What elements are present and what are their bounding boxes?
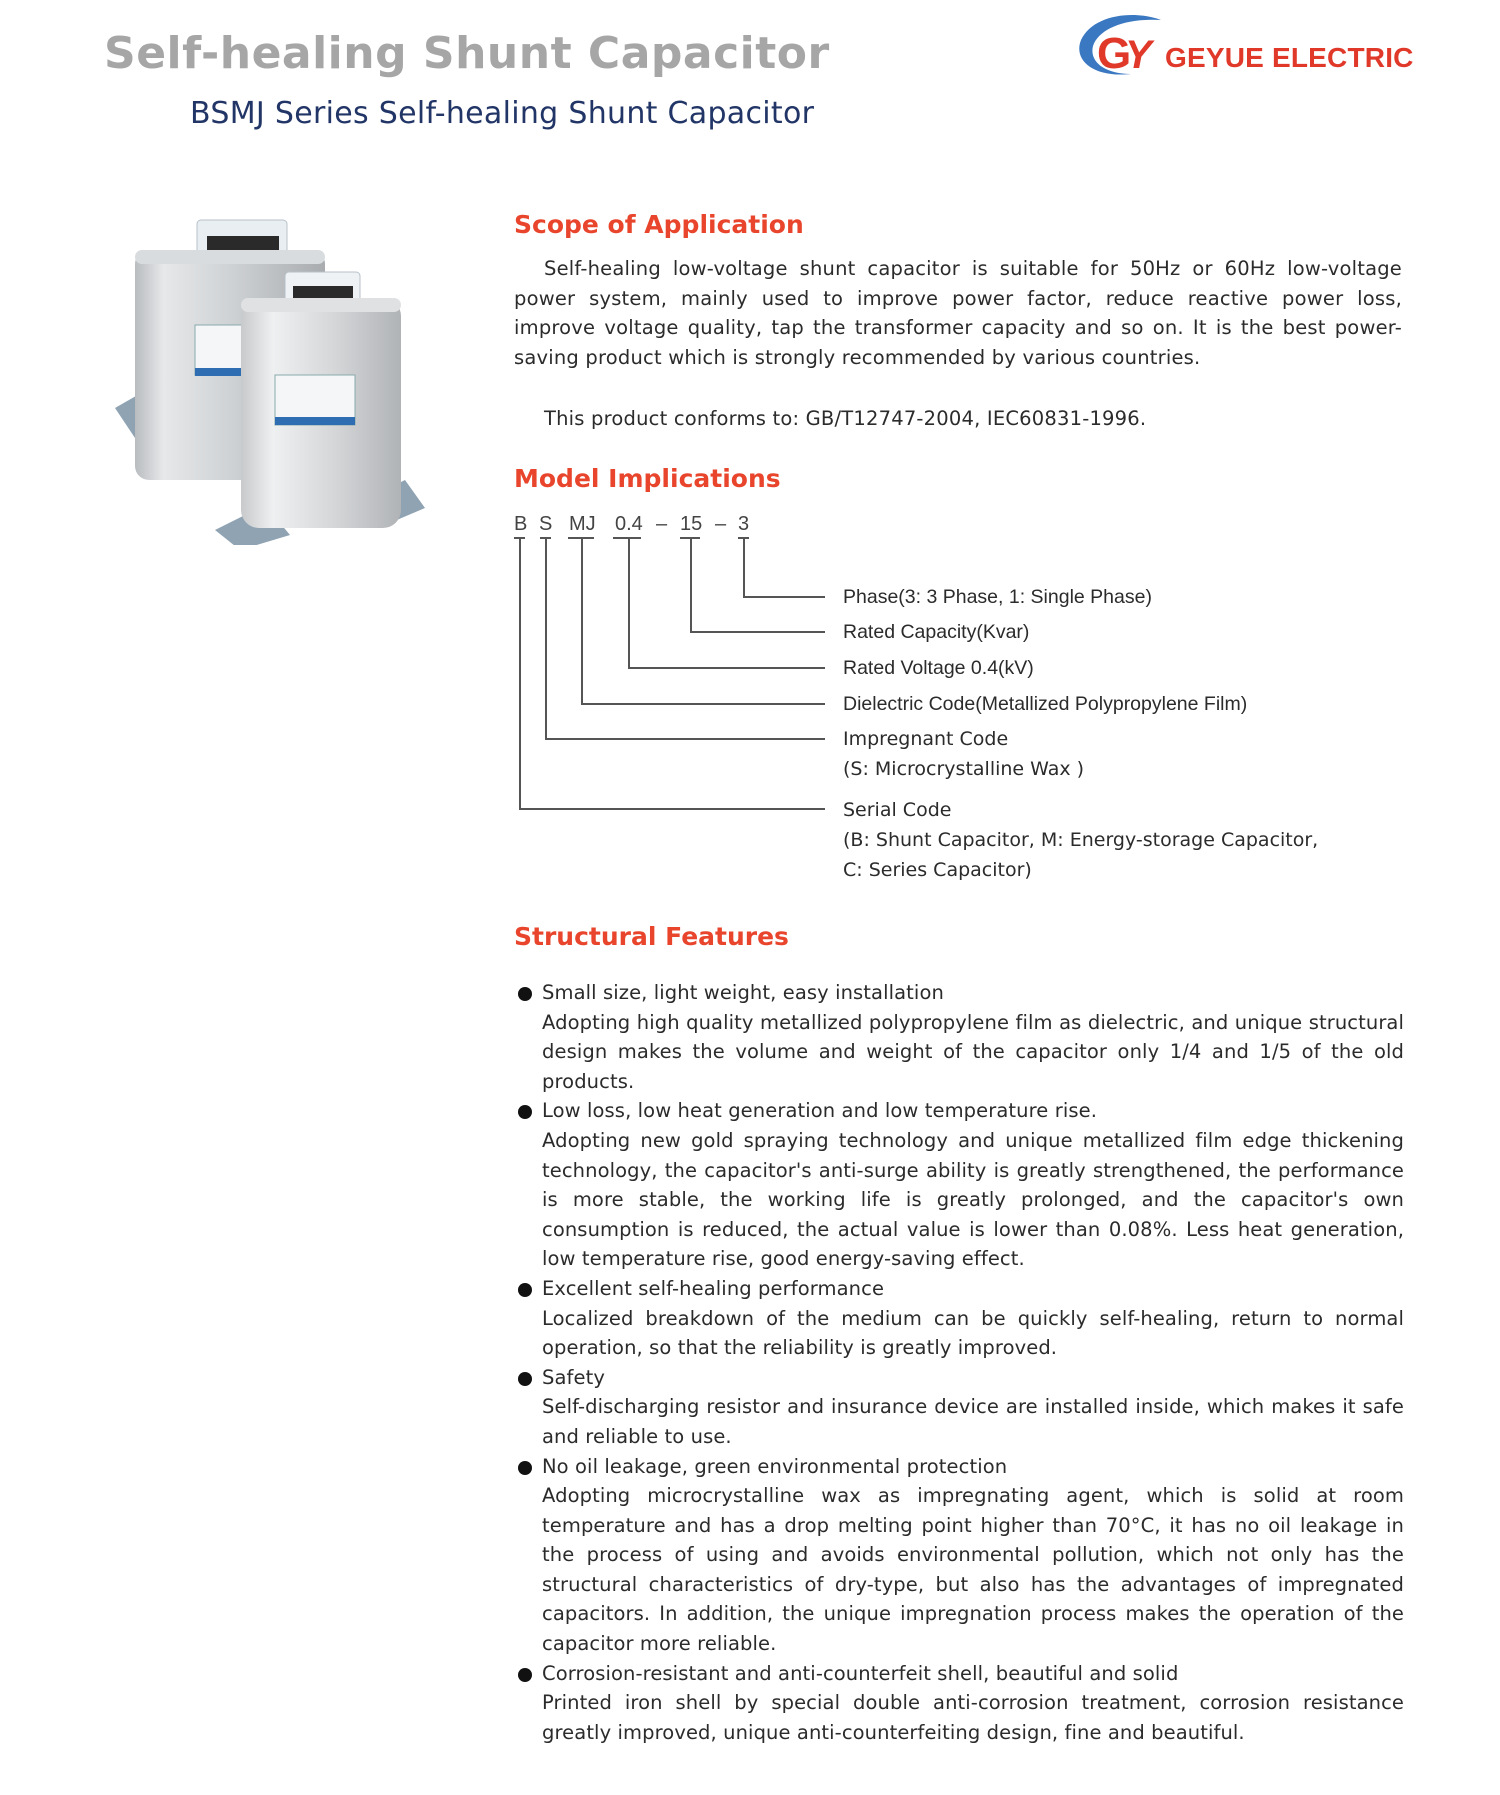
brand-name: GEYUE ELECTRIC — [1165, 42, 1414, 73]
brand-logo — [1075, 12, 1415, 82]
code-part-b: B — [514, 513, 528, 535]
feature-description: Localized breakdown of the medium can be quickly self-healing, return to normal operation, so that the reliability is greatly improved. — [542, 1306, 1404, 1360]
feature-title: Low loss, low heat generation and low temperature rise. — [542, 1099, 1097, 1123]
feature-title: Safety — [542, 1365, 605, 1389]
capacitor-illustration-icon — [115, 210, 445, 545]
feature-description: Adopting new gold spraying technology and unique metallized film edge thickening technology, the capacitor's anti-surge ability is greatly strengthened, the performance is more stable, the working life is greatly prolonged, and the capacitor's own consumption is reduced, the actual value is lower than 0.08%. Less heat generation, low temperature rise, good energy-saving effect. — [542, 1128, 1404, 1271]
feature-item — [514, 1659, 1404, 1748]
code-part-capacity: 15 — [680, 513, 703, 535]
feature-title: Excellent self-healing performance — [542, 1276, 885, 1300]
scope-paragraph — [514, 254, 1402, 372]
model-label-capacity: Rated Capacity(Kvar) — [843, 621, 1030, 643]
feature-item — [514, 1096, 1404, 1274]
model-label-dielectric: Dielectric Code(Metallized Polypropylene Film) — [843, 693, 1248, 715]
bullet-icon — [518, 1283, 532, 1297]
model-label-serial: Serial Code — [843, 799, 952, 821]
code-part-voltage: 0.4 — [615, 513, 643, 535]
feature-description: Adopting microcrystalline wax as impregnating agent, which is solid at room temperature and has a drop melting point higher than 70°C, it has no oil leakage in the process of using and avoids environmental pollution, which not only has the structural characteristics of dry-type, but also has the advantages of impregnated capacitors. In addition, the unique impregnation process makes the operation of the capacitor more reliable. — [542, 1484, 1404, 1656]
code-dash-1: – — [656, 513, 668, 535]
feature-title: No oil leakage, green environmental protection — [542, 1454, 1008, 1478]
bullet-icon — [518, 1461, 532, 1475]
page-title: Self-healing Shunt Capacitor — [104, 28, 830, 79]
model-label-phase: Phase(3: 3 Phase, 1: Single Phase) — [843, 586, 1152, 608]
model-heading: Model Implications — [514, 464, 781, 493]
scope-heading: Scope of Application — [514, 210, 804, 239]
feature-title: Small size, light weight, easy installation — [542, 981, 944, 1004]
model-label-impregnant: Impregnant Code — [843, 728, 1009, 750]
feature-title: Corrosion-resistant and anti-counterfeit shell, beautiful and solid — [542, 1661, 1179, 1685]
structural-heading: Structural Features — [514, 922, 789, 951]
code-dash-2: – — [715, 513, 727, 535]
code-part-s: S — [539, 513, 553, 535]
feature-description: Printed iron shell by special double anti-corrosion treatment, corrosion resistance greatly improved, unique anti-counterfeiting design, fine and beautiful. — [542, 1691, 1404, 1744]
model-label-serial-detail-2: C: Series Capacitor) — [843, 859, 1032, 881]
feature-item — [514, 1363, 1404, 1452]
bullet-icon — [518, 1668, 532, 1682]
svg-text:G: G — [1097, 29, 1132, 78]
product-image — [115, 210, 445, 545]
model-label-impregnant-detail: (S: Microcrystalline Wax ) — [843, 758, 1085, 780]
page-subtitle: BSMJ Series Self-healing Shunt Capacitor — [190, 96, 815, 131]
geyue-logo-icon — [1075, 12, 1165, 82]
feature-description: Adopting high quality metallized polypropylene film as dielectric, and unique structural design makes the volume and weight of the capacitor only 1/4 and 1/5 of the old products. — [542, 1010, 1404, 1093]
feature-item — [514, 1452, 1404, 1659]
model-label-serial-detail-1: (B: Shunt Capacitor, M: Energy-storage Capacitor, — [843, 829, 1319, 851]
bullet-icon — [518, 987, 532, 1001]
feature-item — [514, 1274, 1404, 1363]
features-list — [514, 978, 1404, 1747]
feature-item — [514, 978, 1404, 1096]
svg-text:Y: Y — [1125, 33, 1152, 77]
code-part-mj: MJ — [569, 513, 596, 535]
scope-text: Self-healing low-voltage shunt capacitor is suitable for 50Hz or 60Hz low-voltage power system, mainly used to improve power factor, reduce reactive power loss, improve voltage quality, tap the transformer capacity and so on. It is the best power-saving product which is strongly recommended by various countries. — [514, 257, 1402, 369]
feature-description: Self-discharging resistor and insurance device are installed inside, which makes it safe and reliable to use. — [542, 1395, 1404, 1448]
conforms-statement: This product conforms to: GB/T12747-2004, IEC60831-1996. — [544, 407, 1147, 430]
bullet-icon — [518, 1105, 532, 1119]
code-part-phase: 3 — [738, 513, 750, 535]
model-label-voltage: Rated Voltage 0.4(kV) — [843, 657, 1034, 679]
bullet-icon — [518, 1372, 532, 1386]
